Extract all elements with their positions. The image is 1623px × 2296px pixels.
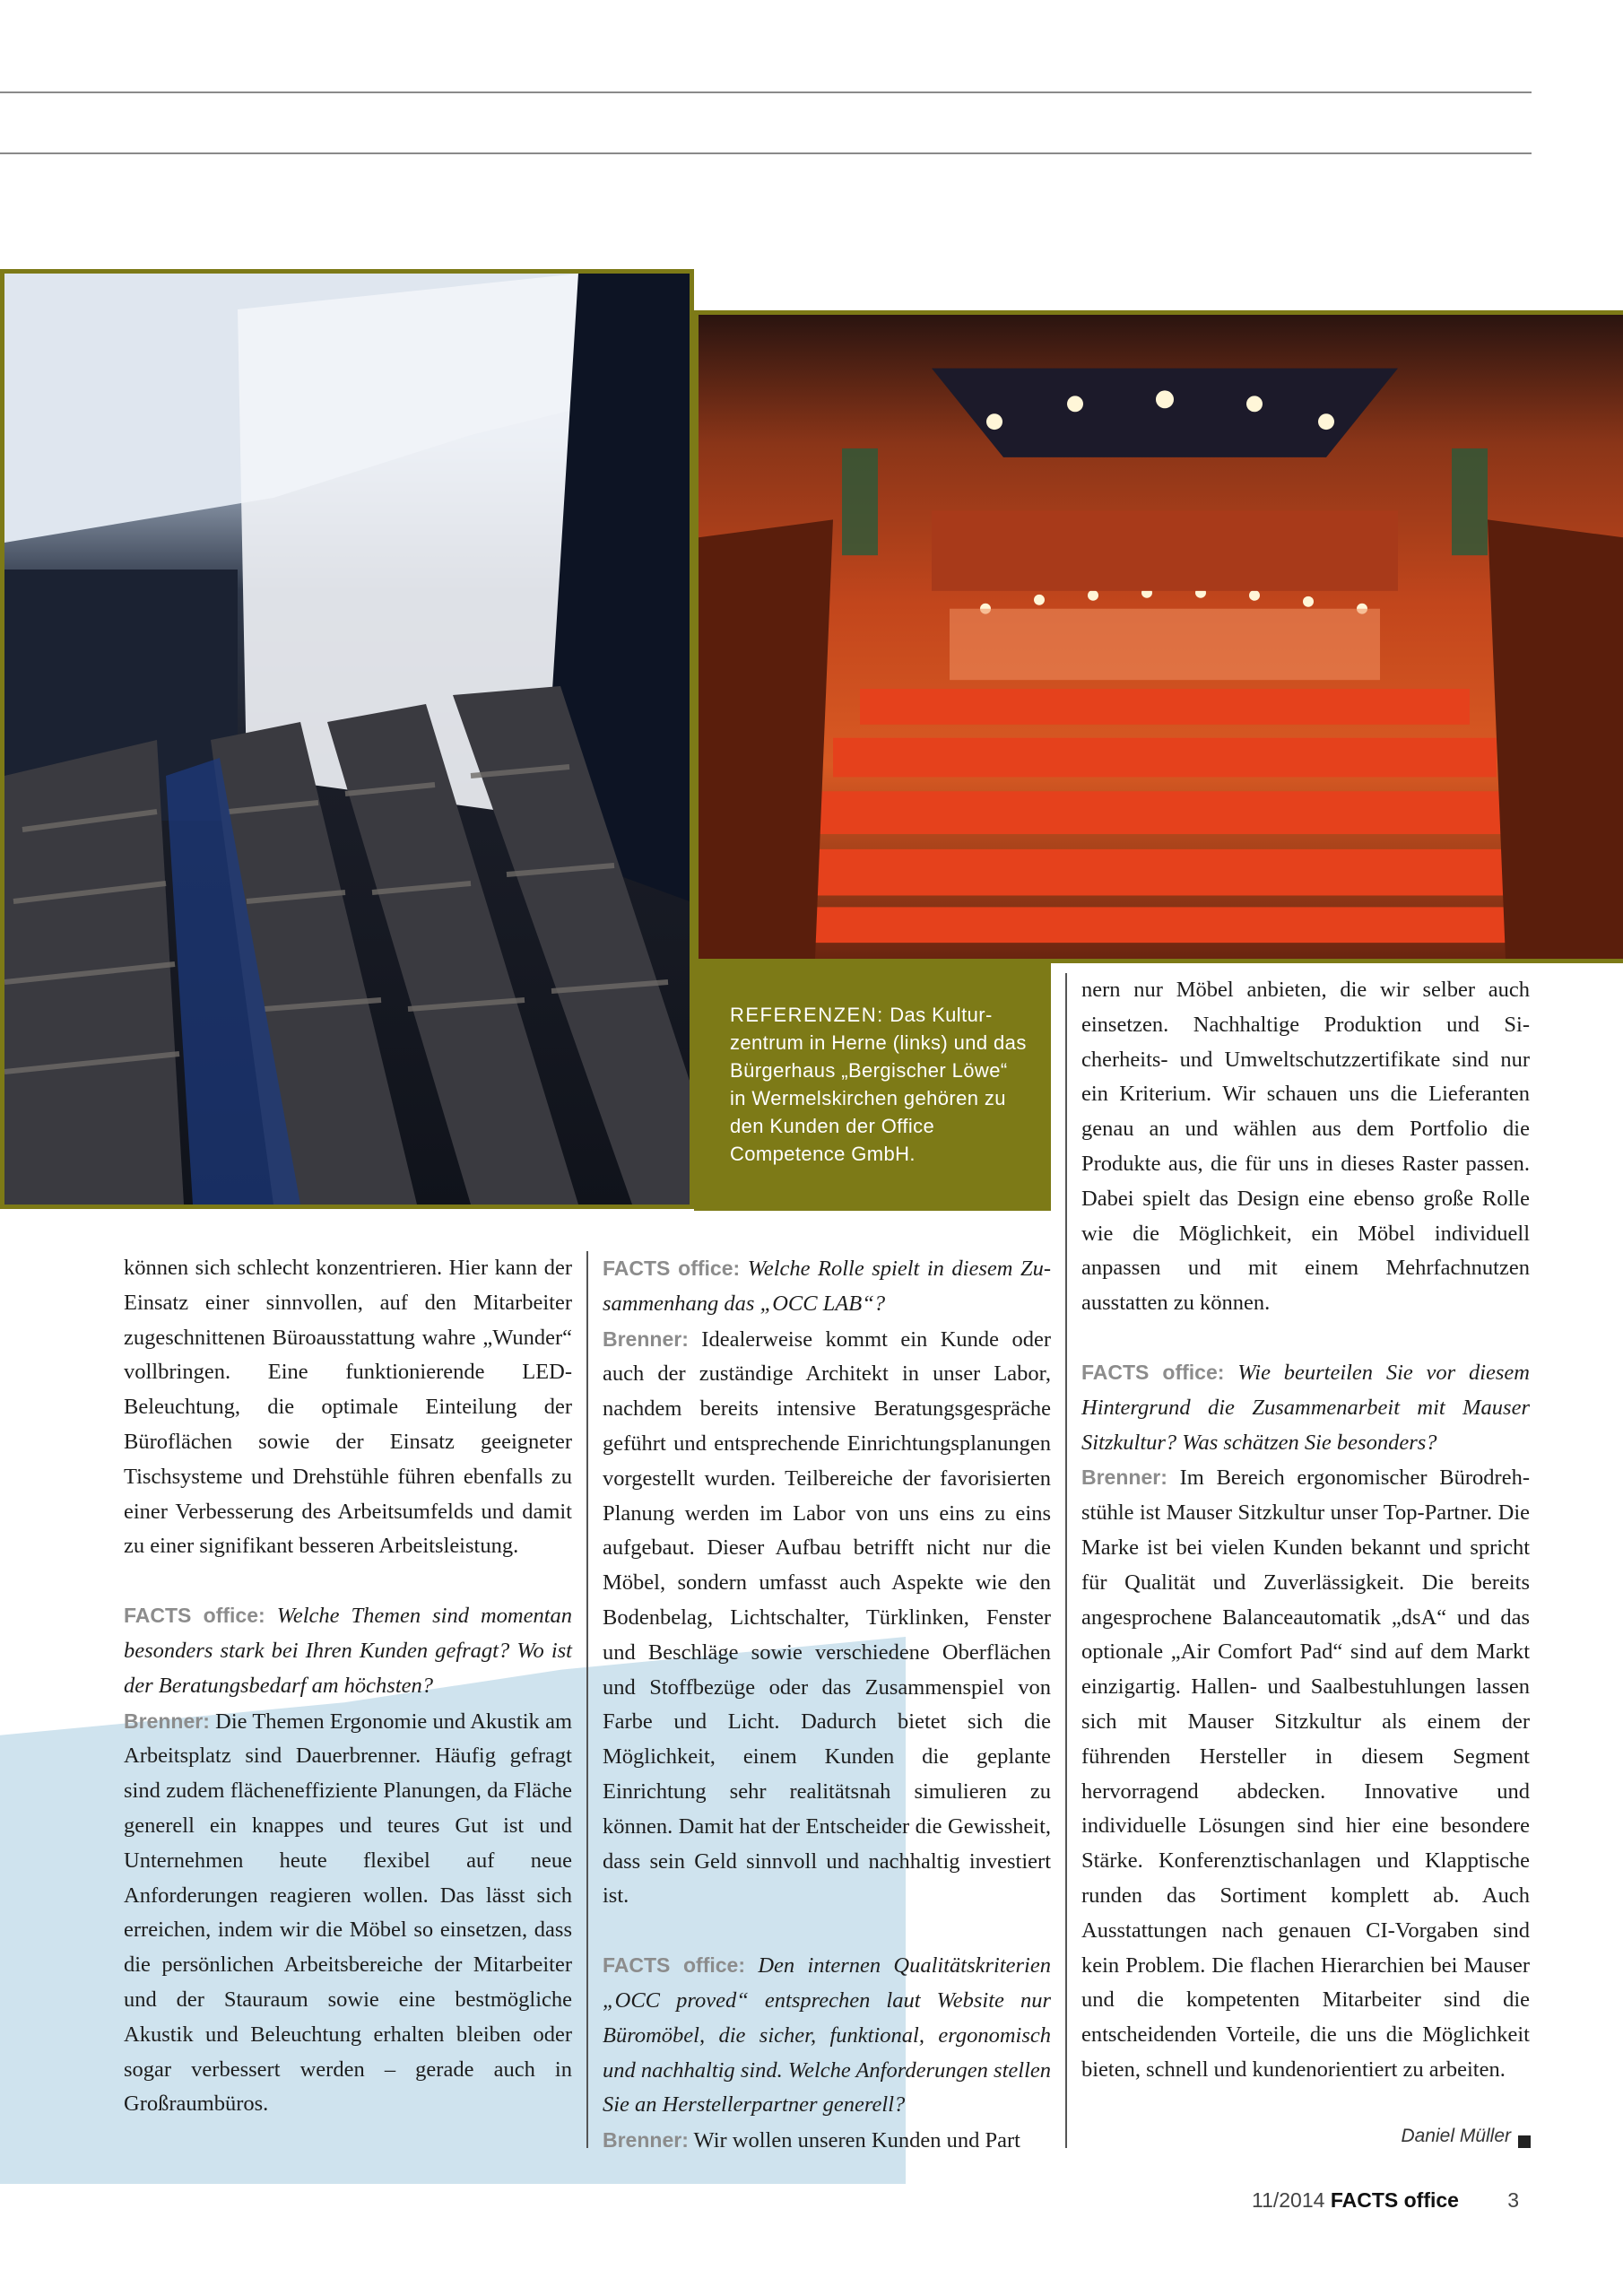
interview-block	[603, 1948, 1051, 2159]
question: Wie beurteilen Sie vor diesem Hintergrund die Zusammenarbeit mit Mauser Sitzkultur? Was schätzen Sie besonders?	[1081, 1360, 1531, 1455]
page-footer	[1252, 2188, 1539, 2213]
photo-buergerhaus-wermelskirchen	[694, 310, 1623, 963]
answer: Im Bereich ergonomischer Bürodrehstühle ist Mauser Sitzkultur unser Top-Partner. Die Marke ist bei vielen Kunden bekannt und spricht für Qualität und Zuverlässigkeit. Die bereits angesprochene Balanceautomatik „dsA“ und das optionale „Air Comfort Pad“ sind auf dem Markt einzigartig. Hallen- und Saalbestuhlungen lassen sich mit Mauser Sitzkultur als einem der führenden Hersteller in diesem Segment hervorragend abdecken. Innovative und individuelle Lösungen sind hier eine besondere Stärke. Konferenztischanlagen und Klapptische runden das Sortiment komplett ab. Auch Ausstattungen nach genauen CI-Vorgaben sind kein Problem. Die flachen Hierarchien bei Mauser und die kompetenten Mitarbeiter sind die entscheidenden Vorteile, die uns die Möglichkeit bieten, schnell und kundenorientiert zu arbeiten.	[1081, 1465, 1531, 2082]
header-rule-bottom	[0, 152, 1532, 154]
header-rule-top	[0, 91, 1532, 93]
text-column-3	[1081, 973, 1530, 2088]
photo-theatre-red-seats-icon	[699, 315, 1623, 959]
caption-text	[730, 1001, 1028, 1168]
caption-label: REFERENZEN:	[730, 1004, 884, 1026]
author-name: Daniel Müller	[1401, 2126, 1511, 2146]
speaker-brenner: Brenner:	[124, 1709, 210, 1733]
photo-caption	[694, 963, 1051, 1211]
paragraph: können sich schlecht konzentrieren. Hier kann der Einsatz einer sinnvollen, auf den Mitarbeiter zugeschnittenen Büroausstattung wahre „Wunder“ vollbringen. Eine funktionierende LED-Beleuchtung, die optimale Einteilung der Büroflächen sowie der Einsatz geeigneter Tischsysteme und Drehstühle führen ebenfalls zu einer Verbesserung des Arbeitsumfelds und damit zu einer signifikant besseren Arbeitsleistung.	[124, 1256, 572, 1559]
photo-kulturzentrum-herne	[0, 269, 694, 1209]
column-divider-2	[1065, 973, 1067, 2148]
question: Welche Rolle spielt in diesem Zusammenhang das „OCC LAB“?	[603, 1257, 1052, 1316]
question: Welche Themen sind momentan besonders stark bei Ihren Kunden gefragt? Wo ist der Beratungsbedarf am höchsten?	[124, 1604, 573, 1698]
magazine-brand: FACTS office	[1330, 2188, 1459, 2212]
caption-body: Das Kulturzentrum in Herne (links) und das Bürgerhaus „Bergischer Löwe“ in Wermelskirchen gehören zu den Kunden der Office Competence GmbH.	[730, 1004, 1027, 1165]
speaker-brenner: Brenner:	[603, 2128, 689, 2152]
speaker-facts-office: FACTS office:	[1081, 1360, 1225, 1384]
end-mark-square-icon	[1518, 2135, 1531, 2148]
photo-auditorium-chairs-icon	[4, 274, 690, 1205]
page-number: 3	[1507, 2188, 1519, 2212]
answer: Idealerweise kommt ein Kunde oder auch der zuständige Architekt in unser Labor, nachdem bereits intensive Beratungsgespräche geführt und entsprechende Einrichtungsplanungen vorgestellt wurden. Teilbereiche der favorisierten Planung werden im Labor von uns eins zu eins aufgebaut. Dieser Aufbau betrifft nicht nur die Möbel, sondern umfasst auch Aspekte wie den Bodenbelag, Lichtschalter, Türklinken, Fenster und Beschläge sowie verschiedene Oberflächen und Stoffbezüge oder das Zusammenspiel von Farbe und Licht. Dadurch bietet sich die Möglichkeit, einem Kunden die geplante Einrichtung sehr realitätsnah simulieren zu können. Damit hat der Entscheider die Gewissheit, dass sein Geld sinnvoll und nachhaltig investiert ist.	[603, 1326, 1052, 1909]
speaker-brenner: Brenner:	[603, 1326, 689, 1351]
text-column-1	[124, 1251, 572, 2122]
paragraph: nern nur Möbel anbieten, die wir selber auch einsetzen. Nachhaltige Produktion und Sicherheits- und Umweltschutzzertifikate sind nur ein Kriterium. Wir schauen uns die Lieferanten genau an und wählen aus dem Portfolio die Produkte aus, die für uns in dieses Raster passen. Dabei spielt das Design eine ebenso große Rolle wie die Möglichkeit, ein Möbel individuell anpassen und mit einem Mehrfachnutzen ausstatten zu können.	[1081, 978, 1530, 1316]
text-column-2	[603, 1251, 1051, 2159]
speaker-facts-office: FACTS office:	[124, 1604, 265, 1628]
column-divider-1	[586, 1251, 588, 2148]
speaker-facts-office: FACTS office:	[603, 1953, 745, 1978]
issue-date: 11/2014	[1252, 2188, 1325, 2212]
interview-block	[1081, 1355, 1530, 2088]
question: Den internen Qualitätskriterien „OCC proved“ entsprechen laut Website nur Büromöbel, die sicher, funktional, ergonomisch und nachhaltig sind. Welche Anforderungen stellen Sie an Herstellerpartner generell?	[603, 1953, 1051, 2118]
speaker-brenner: Brenner:	[1081, 1465, 1167, 1490]
interview-block	[603, 1251, 1051, 1914]
speaker-facts-office: FACTS office:	[603, 1257, 741, 1280]
answer: Die Themen Ergonomie und Akustik am Arbeitsplatz sind Dauerbrenner. Häufig gefragt sind zudem flächeneffiziente Planungen, da Fläche generell ein knappes und teures Gut ist und Unternehmen heute flexibel auf neue Anforderungen reagieren wollen. Das lässt sich erreichen, indem wir die Möbel so einsetzen, dass die persönlichen Arbeitsbereiche der Mitarbeiter und der Stauraum sowie eine bestmögliche Akustik und Beleuchtung erhalten bleiben oder sogar verbessert werden – gerade auch in Großraumbüros.	[124, 1709, 572, 2117]
interview-block	[124, 1598, 572, 2122]
answer: Wir wollen unseren Kunden und Part	[693, 2128, 1020, 2153]
